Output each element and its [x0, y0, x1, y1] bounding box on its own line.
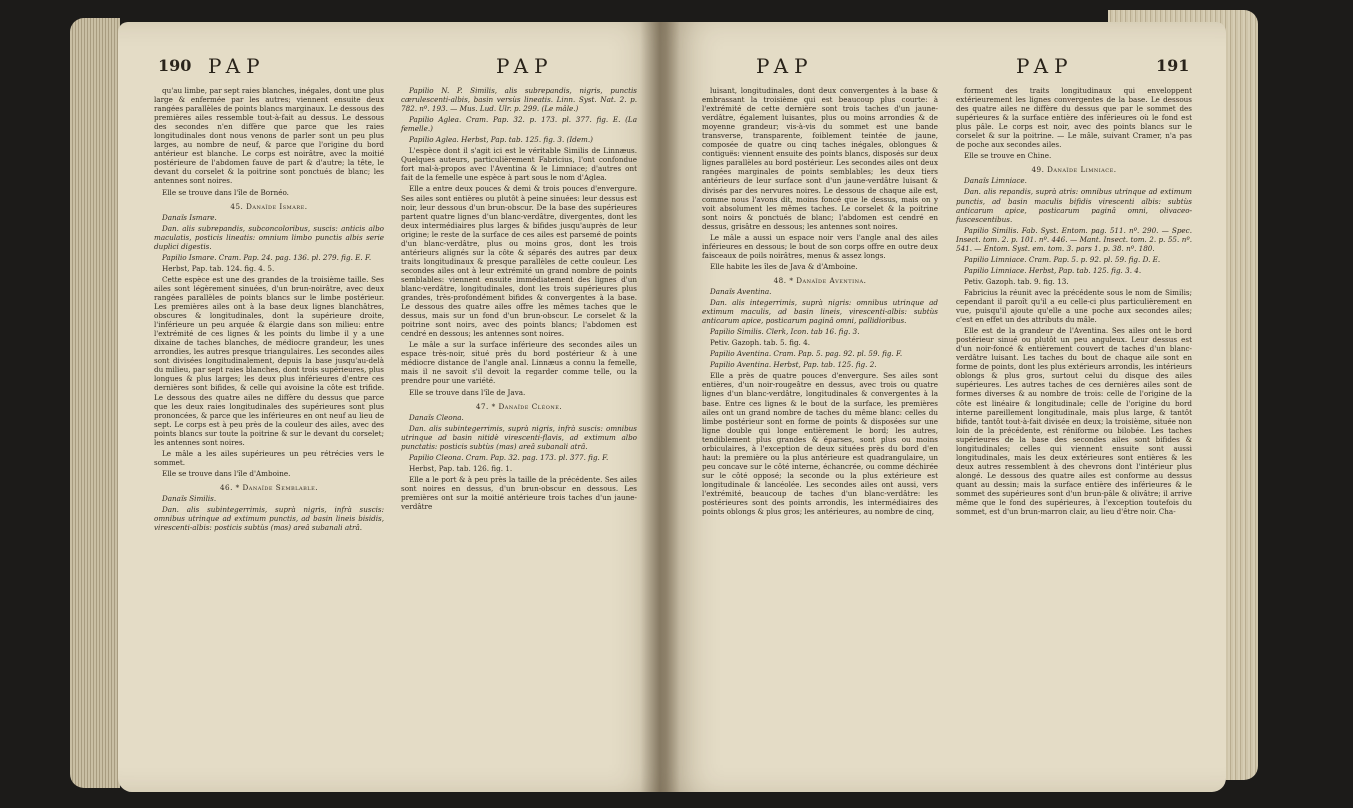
paragraph: Danaïs Ismare.	[162, 212, 217, 222]
right-page-number: 191	[1156, 56, 1190, 75]
paragraph: Papilio Similis. Fab. Syst. Entom. pag. 511. nº. 290. — Spec. Insect. tom. 2. p. 101. nº. 446. — Mant. Insect. tom. 2. p. 55. nº. 541. — Entom. Syst. em. tom. 3. pars 1. p. 38. nº. 180.	[956, 225, 1192, 253]
paragraph: qu'au limbe, par sept raies blanches, inégales, dont une plus large & enfermée par les autres; viennent ensuite deux rangées parallèles de points blancs marginaux. Le dessous des premières ailes ressemble tout-à-fait au dessus. Le dessous des secondes n'en diffère que parce que les raies longitudinales dont nous venons de parler sont un peu plus larges, au nombre de neuf, & parce que l'origine du bord antérieur est blanche. Le corps est noirâtre, avec la moitié postérieure de l'abdomen fauve de part & d'autre; la tête, le devant du corselet & la poitrine sont ponctués de blanc; les antennes sont noires.	[154, 86, 384, 186]
paragraph: Elle se trouve dans l'île de Bornéo.	[162, 187, 289, 197]
paragraph: Dan. alis subintegerrimis, suprà nigris, infrà suscis: omnibus utrinque ad extimum punctis, ad basin lineis bisidis, virescenti-albis: posticis subtùs (mas) areâ subanali atrâ.	[154, 505, 384, 533]
paragraph: Papilio Ismare. Cram. Pap. 24. pag. 136. pl. 279. fig. E. F.	[162, 252, 372, 262]
paragraph: forment des traits longitudinaux qui enveloppent extérieurement les lignes convergentes de la base. Le dessous des quatre ailes ne diffère du dessus que par le sommet des supérieures & la surface entière des inférieures où le fond est plus pâle. Le corps est noir, avec des points blancs sur le corselet & sur la poitrine. — Le mâle, suivant Cramer, n'a pas de poche aux secondes ailes.	[956, 86, 1192, 150]
paragraph: 47. * Danaïde Cléone.	[475, 401, 563, 411]
book-gutter	[640, 22, 680, 792]
paragraph: Dan. alis integerrimis, suprà nigris: omnibus utrinque ad extimum maculis, ad basin lineis, virescenti-albis: subtùs anticarum apice, posticarum paginâ omni, pallidioribus.	[702, 298, 938, 326]
paragraph: Danaïs Similis.	[162, 493, 217, 503]
paragraph: Papilio Cleona. Cram. Pap. 32. pag. 173. pl. 377. fig. F.	[409, 452, 609, 462]
paragraph: 46. * Danaïde Semblable.	[219, 482, 319, 492]
left-page	[118, 22, 666, 792]
paragraph: Cette espèce est une des grandes de la troisième taille. Ses ailes sont légèrement sinuées, d'un brun-noirâtre, avec deux rangées parallèles de points blancs sur le limbe postérieur. Les premières ailes ont à la base deux lignes blanchâtres, obscures & longitudinales, dont la supérieure droite, l'inférieure un peu arquée & élargie dans son milieu: entre l'extrémité de ces lignes & les points du limbe il y a une dixaine de taches blanches, de médiocre grandeur, les unes arrondies, les autres presque triangulaires. Les secondes ailes sont divisées longitudinalement, depuis la base jusqu'au-delà du milieu, par sept raies blanches, dont trois supérieures, plus longues & plus larges; les deux plus inférieures d'entre ces dernières sont bifides, & celle qui avoisine la côte est trifide. Le dessous des quatre ailes ne diffère du dessus que parce que les deux raies longitudinales des supérieures sont plus prononcées, & parce que les inférieures en ont neuf au lieu de sept. Le corps est à peu près de la couleur des ailes, avec des points blancs sur toute la poitrine & sur le devant du corselet; les antennes sont noires.	[154, 274, 384, 447]
paragraph: Papilio Aventina. Cram. Pap. 5. pag. 92. pl. 59. fig. F.	[710, 349, 903, 359]
left-page-number: 190	[158, 56, 192, 75]
paragraph: L'espèce dont il s'agit ici est le véritable Similis de Linnæus. Quelques auteurs, particulièrement Fabricius, l'ont confondue fort mal-à-propos avec l'Aventina & le Limniace; d'autres ont fait de la femelle une espèce à part sous le nom d'Aglea.	[401, 146, 637, 183]
paragraph: Dan. alis subintegerrimis, suprà nigris, infrà suscis: omnibus utrinque ad basin nitidè virescenti-flavis, ad extimum albo punctatis: posticis subtùs (mas) areâ subanali atrâ.	[401, 423, 637, 451]
paragraph: Dan. alis subrepandis, subconcoloribus, suscis: anticis albo maculatis, posticis lineatis: omnium limbo punctis albis serie duplici digestis.	[154, 223, 384, 251]
paragraph: Elle est de la grandeur de l'Aventina. Ses ailes ont le bord postérieur sinué ou plutôt un peu anguleux. Leur dessus est d'un noir-foncé & entièrement couvert de taches d'un blanc-verdâtre luisant. Les taches du bout de chaque aile sont en forme de points, dont les plus extérieurs arrondis, les intérieurs oblongs & plus gros, surtout celui du disque des ailes supérieures. Les autres taches de ces dernières ailes sont de formes diverses & au nombre de trois: celle de l'origine de la côte est linéaire & longitudinale; celle de l'origine du bord interne pareillement longitudinale, mais plus large, & tantôt bifide, tantôt tout-à-fait divisée en deux; la troisième, située non loin de la précédente, est réniforme ou bilobée. Les taches supérieures de la base des secondes ailes sont bifides & longitudinales; celles qui viennent ensuite sont aussi longitudinales, mais les deux extérieures sont entières & les deux autres ressemblent à des chevrons dont l'intérieur plus alongé. Le dessous des quatre ailes est conforme au dessus quant au dessin; mais la surface entière des inférieures & le sommet des supérieures sont d'un brun-pâle & olivâtre; il arrive même que le fond des supérieures, à l'exception toutefois du sommet, est d'un brun-marron clair, au lieu d'être noir. Cha-	[956, 326, 1192, 517]
left-running-head-right: PAP	[496, 54, 554, 78]
right-column-1	[702, 86, 938, 518]
paragraph: Elle habite les îles de Java & d'Amboine.	[710, 261, 858, 271]
right-running-head-left: PAP	[756, 54, 814, 78]
paragraph: Petiv. Gazoph. tab. 5. fig. 4.	[710, 338, 810, 348]
paragraph: Papilio Aventina. Herbst, Pap. tab. 125. fig. 2.	[710, 360, 877, 370]
left-page-edges	[70, 18, 120, 788]
paragraph: Papilio Similis. Clerk, Icon. tab 16. fig. 3.	[710, 327, 860, 337]
paragraph: Papilio Limniace. Herbst, Pap. tab. 125. fig. 3. 4.	[964, 265, 1142, 275]
left-column-1	[154, 86, 384, 534]
paragraph: 48. * Danaïde Aventina.	[773, 275, 867, 285]
right-running-head-right: PAP	[1016, 54, 1074, 78]
paragraph: Elle se trouve en Chine.	[964, 151, 1052, 161]
right-column-2	[956, 86, 1192, 518]
paragraph: Papilio Aglea. Herbst, Pap. tab. 125. fig. 3. (Idem.)	[409, 135, 593, 145]
paragraph: 45. Danaïde Ismare.	[230, 201, 308, 211]
paragraph: Danaïs Aventina.	[710, 286, 772, 296]
left-column-2	[401, 86, 637, 513]
paragraph: 49. Danaïde Limniace.	[1031, 165, 1117, 175]
paragraph: Petiv. Gazoph. tab. 9. fig. 13.	[964, 276, 1069, 286]
paragraph: Danaïs Cleona.	[409, 412, 464, 422]
paragraph: Elle se trouve dans l'île de Java.	[409, 387, 526, 397]
paragraph: Le mâle a aussi un espace noir vers l'angle anal des ailes inférieures en dessous; le bout de son corps offre en outre deux faisceaux de poils noirâtres, menus & assez longs.	[702, 232, 938, 260]
paragraph: Le mâle a sur la surface inférieure des secondes ailes un espace très-noir, situé près du bord postérieur & à une médiocre distance de l'angle anal. Linnæus a connu la femelle, mais il ne savoit s'il devoit la regarder comme telle, ou la prendre pour une variété.	[401, 340, 637, 386]
paragraph: Elle se trouve dans l'île d'Amboine.	[162, 468, 291, 478]
paragraph: luisant, longitudinales, dont deux convergentes à la base & embrassant la troisième qui est beaucoup plus courte: à l'extrémité de cette dernière sont trois taches d'un jaune-verdâtre, également luisantes, plus ou moins arrondies & de moyenne grandeur; vis-à-vis du sommet est une bande transverse, transparente, foiblement teintée de jaune, composée de quatre ou cinq taches inégales, oblongues & contiguës: viennent ensuite des points blancs, disposés sur deux lignes parallèles au bord postérieur. Les secondes ailes ont deux rangées marginales de points semblables; les deux tiers antérieurs de leur surface sont d'un jaune-verdâtre luisant & divisés par des nervures noires. Le dessous de chaque aile est, comme nous l'avons dit, moins foncé que le dessus, mais on y voit absolument les mêmes taches. Le corselet & la poitrine sont noirs & ponctués de blanc; l'abdomen est cendré en dessus, grisâtre en dessous; les antennes sont noires.	[702, 86, 938, 231]
paragraph: Fabricius la réunit avec la précédente sous le nom de Similis; cependant il paroît qu'il a eu celle-ci plus particulièrement en vue, puisqu'il ajoute qu'elle a une poche aux secondes ailes; c'est en effet un des attributs du mâle.	[956, 287, 1192, 325]
paragraph: Elle a le port & à peu près la taille de la précédente. Ses ailes sont noires en dessus, d'un brun-obscur en dessous. Les premières ont sur la moitié antérieure trois taches d'un jaune-verdâtre	[401, 474, 637, 512]
paragraph: Elle a près de quatre pouces d'envergure. Ses ailes sont entières, d'un noir-rougeâtre en dessus, avec trois ou quatre lignes d'un blanc-verdâtre, longitudinales & convergentes à la base. Entre ces lignes & le bout de la surface, les premières ailes ont un grand nombre de taches du même blanc: celles du limbe postérieur sont en forme de points & disposées sur une ligne double qui longe entièrement le bord; les autres, tendiblement plus grandes & éparses, sont plus ou moins orbiculaires, à l'exception de deux situées près du bord d'en haut: la première ou la plus antérieure est quadrangulaire, un peu concave sur le côté interne, échancrée, ou comme déchirée sur le côté opposé; la seconde ou la plus extérieure est longitudinale & lancéolée. Les secondes ailes ont aussi, vers l'extrémité, beaucoup de taches d'un blanc-verdâtre: les postérieures sont des points arrondis, les intermédiaires des points oblongs & plus gros; les antérieures, au nombre de cinq,	[702, 371, 938, 517]
paragraph: Dan. alis repandis, suprà atris: omnibus utrinque ad extimum punctis, ad basin maculis bifidis virescenti albis: subtùs anticarum apice, posticarum paginâ omni, olivaceo-fuscescentibus.	[956, 187, 1192, 224]
paragraph: Papilio Aglea. Cram. Pap. 32. p. 173. pl. 377. fig. E. (La femelle.)	[401, 115, 637, 134]
paragraph: Papilio N. P. Similis, alis subrepandis, nigris, punctis cærulescenti-albis, basin versùs lineatis. Linn. Syst. Nat. 2. p. 782. nº. 193. — Mus. Lud. Ulr. p. 299. (Le mâle.)	[401, 86, 637, 114]
paragraph: Le mâle a les ailes supérieures un peu rétrécies vers le sommet.	[154, 448, 384, 467]
paragraph: Herbst, Pap. tab. 124. fig. 4. 5.	[162, 263, 275, 273]
paragraph: Danaïs Limniace.	[964, 176, 1027, 186]
left-running-head-left: PAP	[208, 54, 266, 78]
paragraph: Herbst, Pap. tab. 126. fig. 1.	[409, 463, 513, 473]
right-page	[666, 22, 1226, 792]
paragraph: Elle a entre deux pouces & demi & trois pouces d'envergure. Ses ailes sont entières ou plutôt à peine sinuées: leur dessus est noir, leur dessous d'un brun-obscur. De la base des supérieures partent quatre lignes d'un blanc-verdâtre, divergentes, dont les deux intermédiaires plus larges & bifides jusqu'auprès de leur origine; le reste de la surface de ces ailes est parsemé de points d'un blanc-verdâtre, plus ou moins gros, dont les trois antérieurs alignés sur la côte & séparés des autres par deux traits longitudinaux & presque parallèles de cette couleur. Les secondes ailes ont à leur extrémité un grand nombre de points semblables: viennent ensuite immédiatement des lignes d'un blanc-verdâtre, longitudinales, dont les trois supérieures plus grandes, très-profondément bifides & convergentes à la base. Le dessous des quatre ailes offre les mêmes taches que le dessus, mais sur un fond d'un brun-obscur. Le corselet & la poitrine sont noirs, avec des points blancs; l'abdomen est cendré en dessous; les antennes sont noires.	[401, 184, 637, 339]
paragraph: Papilio Limniace. Cram. Pap. 5. p. 92. pl. 59. fig. D. E.	[964, 254, 1161, 264]
open-book	[118, 22, 1268, 792]
